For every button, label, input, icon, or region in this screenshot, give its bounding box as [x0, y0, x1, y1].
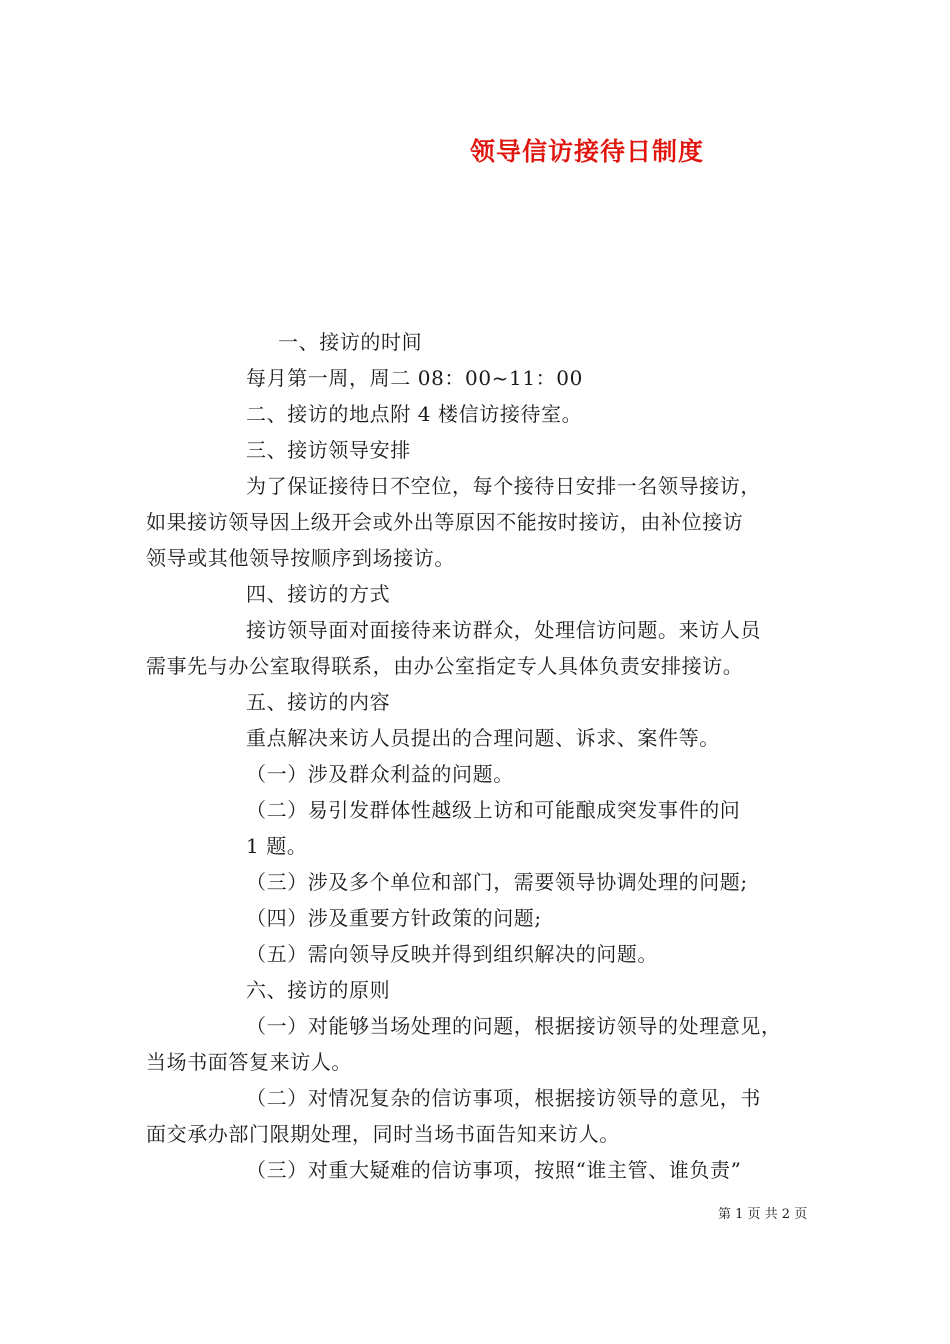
document-title: 领导信访接待日制度: [470, 137, 705, 166]
body-line: 每月第一周，周二 08：00~11：00: [246, 366, 583, 390]
section-heading-location: 二、接访的地点附 4 楼信访接待室。: [246, 402, 583, 426]
list-item: （一）涉及群众利益的问题。: [246, 762, 514, 786]
list-item: （二）对情况复杂的信访事项，根据接访领导的意见，书: [246, 1086, 761, 1110]
list-item-continuation: 1 题。: [246, 834, 308, 858]
list-item: （一）对能够当场处理的问题，根据接访领导的处理意见，: [246, 1014, 782, 1038]
section-heading-content: 五、接访的内容: [246, 690, 391, 714]
body-line: 需事先与办公室取得联系，由办公室指定专人具体负责安排接访。: [146, 654, 744, 678]
section-heading-principles: 六、接访的原则: [246, 978, 391, 1002]
list-item: （三）涉及多个单位和部门，需要领导协调处理的问题;: [246, 870, 748, 894]
list-item: （五）需向领导反映并得到组织解决的问题。: [246, 942, 658, 966]
body-line: 为了保证接待日不空位，每个接待日安排一名领导接访，: [246, 474, 761, 498]
page-number-footer: 第 1 页 共 2 页: [718, 1207, 808, 1222]
body-line: 面交承办部门限期处理，同时当场书面告知来访人。: [146, 1122, 620, 1146]
body-line: 重点解决来访人员提出的合理问题、诉求、案件等。: [246, 726, 720, 750]
section-heading-method: 四、接访的方式: [246, 582, 391, 606]
body-line: 当场书面答复来访人。: [146, 1050, 352, 1074]
section-heading-arrangement: 三、接访领导安排: [246, 438, 411, 462]
section-heading-time: 一、接访的时间: [278, 330, 423, 354]
body-line: 接访领导面对面接待来访群众，处理信访问题。来访人员: [246, 618, 761, 642]
list-item: （四）涉及重要方针政策的问题;: [246, 906, 542, 930]
body-line: 如果接访领导因上级开会或外出等原因不能按时接访，由补位接访: [146, 510, 744, 534]
list-item: （三）对重大疑难的信访事项，按照“谁主管、谁负责”: [246, 1158, 742, 1182]
list-item: （二）易引发群体性越级上访和可能酿成突发事件的问: [246, 798, 741, 822]
body-line: 领导或其他领导按顺序到场接访。: [146, 546, 455, 570]
